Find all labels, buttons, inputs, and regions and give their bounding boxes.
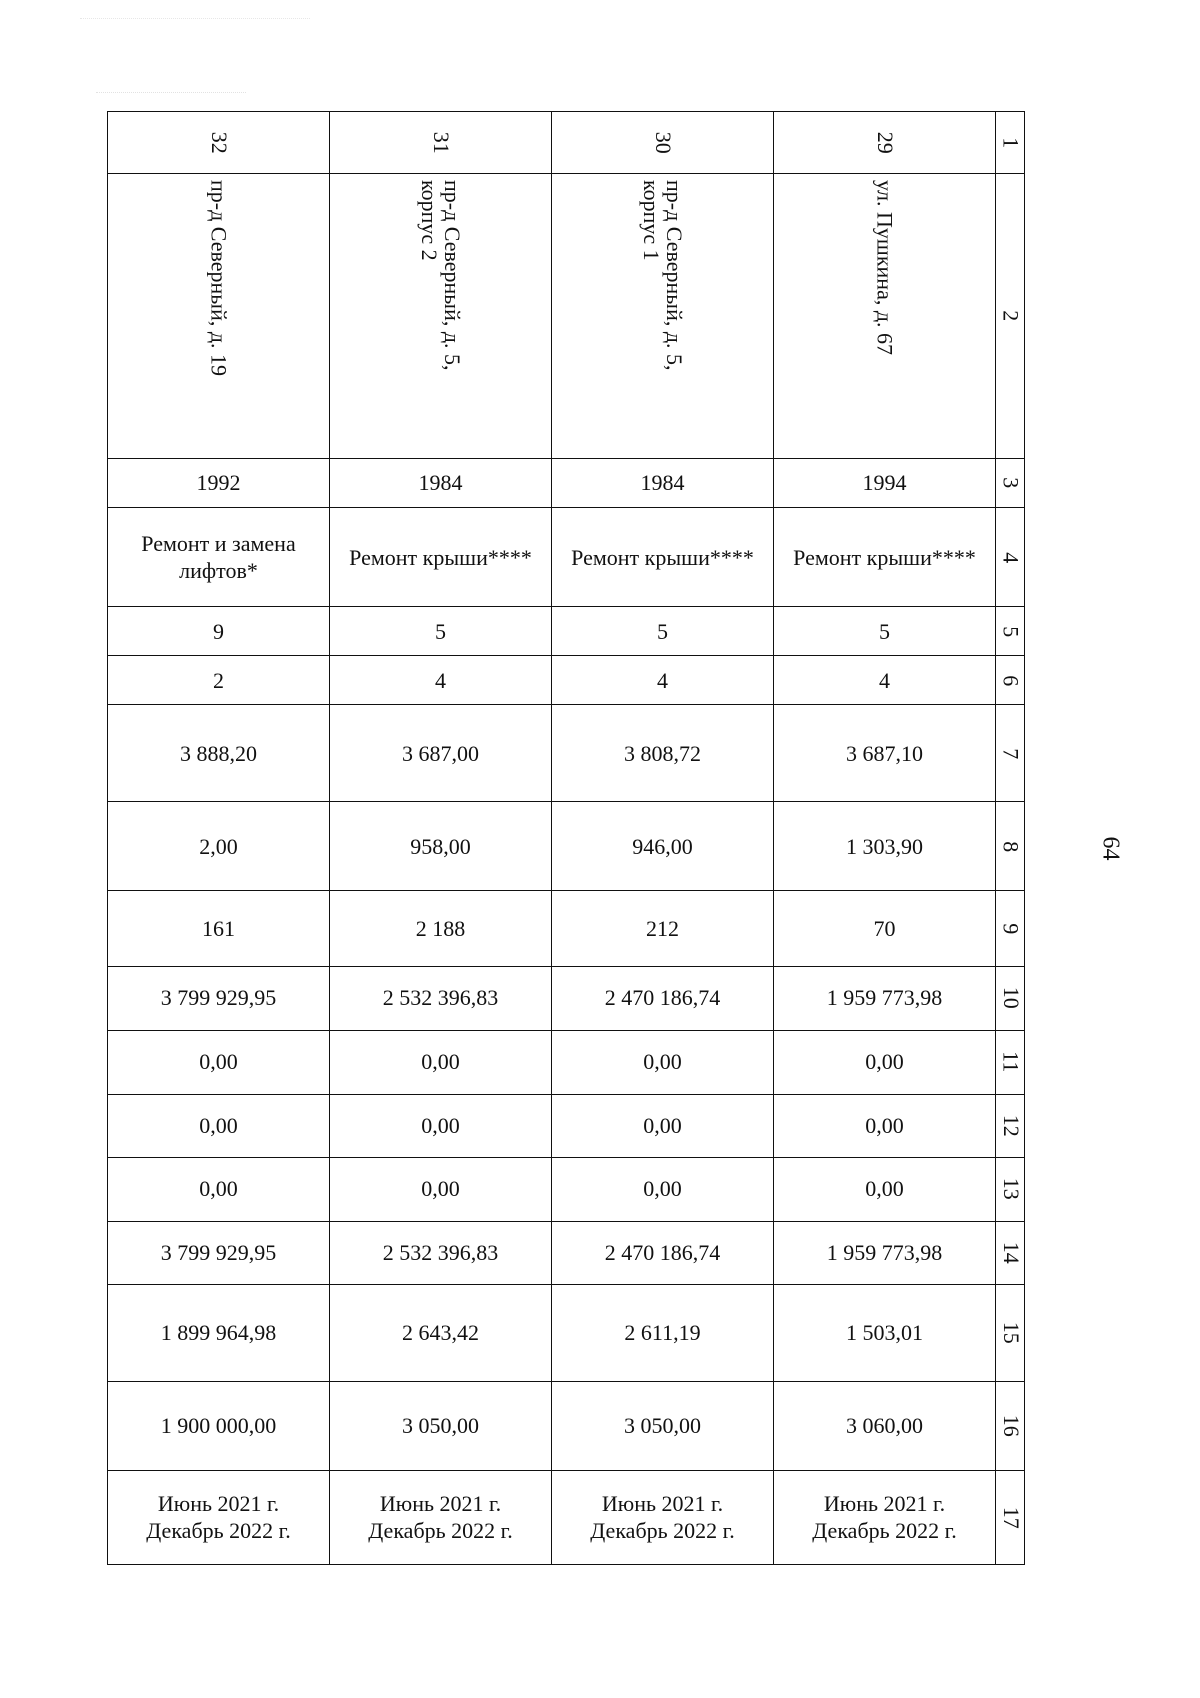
cell-value: 0,00 (108, 1157, 330, 1221)
cell-value: 2 643,42 (330, 1284, 552, 1381)
cell-year: 1984 (330, 459, 552, 508)
cell-value: 5 (552, 607, 774, 656)
cell-value: 212 (552, 891, 774, 966)
cell-period: Июнь 2021 г. Декабрь 2022 г. (330, 1470, 552, 1564)
cell-value: 0,00 (108, 1030, 330, 1094)
table-row-c8 (108, 802, 1025, 891)
cell-address (330, 174, 552, 459)
table-row-c9 (108, 891, 1025, 966)
cell-value: 5 (330, 607, 552, 656)
cell-value: 0,00 (108, 1094, 330, 1157)
cell-work: Ремонт крыши**** (774, 508, 996, 607)
column-number: 6 (996, 656, 1025, 705)
column-number: 12 (996, 1094, 1025, 1157)
cell-number: 30 (552, 112, 774, 174)
cell-value: 161 (108, 891, 330, 966)
cell-value: 4 (330, 656, 552, 705)
cell-period: Июнь 2021 г. Декабрь 2022 г. (108, 1470, 330, 1564)
table-row-work (108, 508, 1025, 607)
cell-value: 3 050,00 (552, 1381, 774, 1470)
cell-value: 3 687,00 (330, 705, 552, 802)
cell-year: 1994 (774, 459, 996, 508)
column-number: 10 (996, 966, 1025, 1030)
column-number: 3 (996, 459, 1025, 508)
cell-number: 32 (108, 112, 330, 174)
column-number: 8 (996, 802, 1025, 891)
table-row-address (108, 174, 1025, 459)
page-number: 64 (1097, 836, 1124, 861)
address-line: корпус 2 (416, 180, 442, 261)
column-number: 15 (996, 1284, 1025, 1381)
cell-value: 0,00 (774, 1157, 996, 1221)
column-number: 9 (996, 891, 1025, 966)
table-row-c10 (108, 966, 1025, 1030)
column-number: 2 (996, 174, 1025, 459)
table-row-c6 (108, 656, 1025, 705)
address-line: ул. Пушкина, д. 67 (872, 180, 898, 356)
cell-value: 2,00 (108, 802, 330, 891)
table-row-year (108, 459, 1025, 508)
cell-value: 0,00 (552, 1030, 774, 1094)
cell-value: 3 808,72 (552, 705, 774, 802)
cell-value: 3 050,00 (330, 1381, 552, 1470)
scan-artifact (80, 18, 310, 99)
column-number: 13 (996, 1157, 1025, 1221)
cell-value: 2 188 (330, 891, 552, 966)
cell-value: 2 532 396,83 (330, 966, 552, 1030)
table-row-c16 (108, 1381, 1025, 1470)
table-row-period (108, 1470, 1025, 1564)
cell-value: 1 959 773,98 (774, 966, 996, 1030)
cell-value: 946,00 (552, 802, 774, 891)
cell-value: 0,00 (552, 1094, 774, 1157)
column-number: 11 (996, 1030, 1025, 1094)
cell-value: 9 (108, 607, 330, 656)
cell-value: 0,00 (330, 1157, 552, 1221)
cell-address (774, 174, 996, 459)
cell-period: Июнь 2021 г. Декабрь 2022 г. (774, 1470, 996, 1564)
table-row-c13 (108, 1157, 1025, 1221)
column-number: 1 (996, 112, 1025, 174)
works-table (107, 111, 1025, 1565)
address-line: пр-д Северный, д. 5, (661, 180, 687, 371)
table-row-c5 (108, 607, 1025, 656)
cell-value: 2 532 396,83 (330, 1221, 552, 1284)
table-row-c7 (108, 705, 1025, 802)
cell-value: 2 611,19 (552, 1284, 774, 1381)
cell-work: Ремонт крыши**** (552, 508, 774, 607)
address-line: корпус 1 (638, 180, 664, 261)
cell-period: Июнь 2021 г. Декабрь 2022 г. (552, 1470, 774, 1564)
column-number: 17 (996, 1470, 1025, 1564)
cell-value: 0,00 (330, 1030, 552, 1094)
cell-value: 5 (774, 607, 996, 656)
cell-work: Ремонт крыши**** (330, 508, 552, 607)
column-number: 14 (996, 1221, 1025, 1284)
cell-value: 958,00 (330, 802, 552, 891)
cell-value: 3 060,00 (774, 1381, 996, 1470)
cell-value: 2 470 186,74 (552, 966, 774, 1030)
cell-value: 0,00 (552, 1157, 774, 1221)
cell-work: Ремонт и замена лифтов* (108, 508, 330, 607)
cell-value: 70 (774, 891, 996, 966)
cell-value: 3 799 929,95 (108, 966, 330, 1030)
table-row-c12 (108, 1094, 1025, 1157)
cell-value: 1 899 964,98 (108, 1284, 330, 1381)
column-number: 5 (996, 607, 1025, 656)
column-number: 7 (996, 705, 1025, 802)
cell-number: 31 (330, 112, 552, 174)
cell-value: 2 (108, 656, 330, 705)
cell-value: 3 799 929,95 (108, 1221, 330, 1284)
column-number: 16 (996, 1381, 1025, 1470)
cell-value: 1 959 773,98 (774, 1221, 996, 1284)
cell-value: 3 687,10 (774, 705, 996, 802)
table-row-c14 (108, 1221, 1025, 1284)
scan-artifact (96, 92, 246, 94)
cell-value: 1 503,01 (774, 1284, 996, 1381)
table-row-number (108, 112, 1025, 174)
cell-year: 1992 (108, 459, 330, 508)
table-row-c15 (108, 1284, 1025, 1381)
cell-value: 4 (774, 656, 996, 705)
cell-address (552, 174, 774, 459)
table-row-c11 (108, 1030, 1025, 1094)
cell-value: 3 888,20 (108, 705, 330, 802)
cell-value: 1 900 000,00 (108, 1381, 330, 1470)
cell-number: 29 (774, 112, 996, 174)
cell-address (108, 174, 330, 459)
cell-value: 0,00 (774, 1094, 996, 1157)
cell-value: 1 303,90 (774, 802, 996, 891)
cell-value: 2 470 186,74 (552, 1221, 774, 1284)
cell-year: 1984 (552, 459, 774, 508)
cell-value: 4 (552, 656, 774, 705)
address-line: пр-д Северный, д. 5, (439, 180, 465, 371)
address-line: пр-д Северный, д. 19 (206, 180, 232, 377)
column-number: 4 (996, 508, 1025, 607)
cell-value: 0,00 (774, 1030, 996, 1094)
cell-value: 0,00 (330, 1094, 552, 1157)
